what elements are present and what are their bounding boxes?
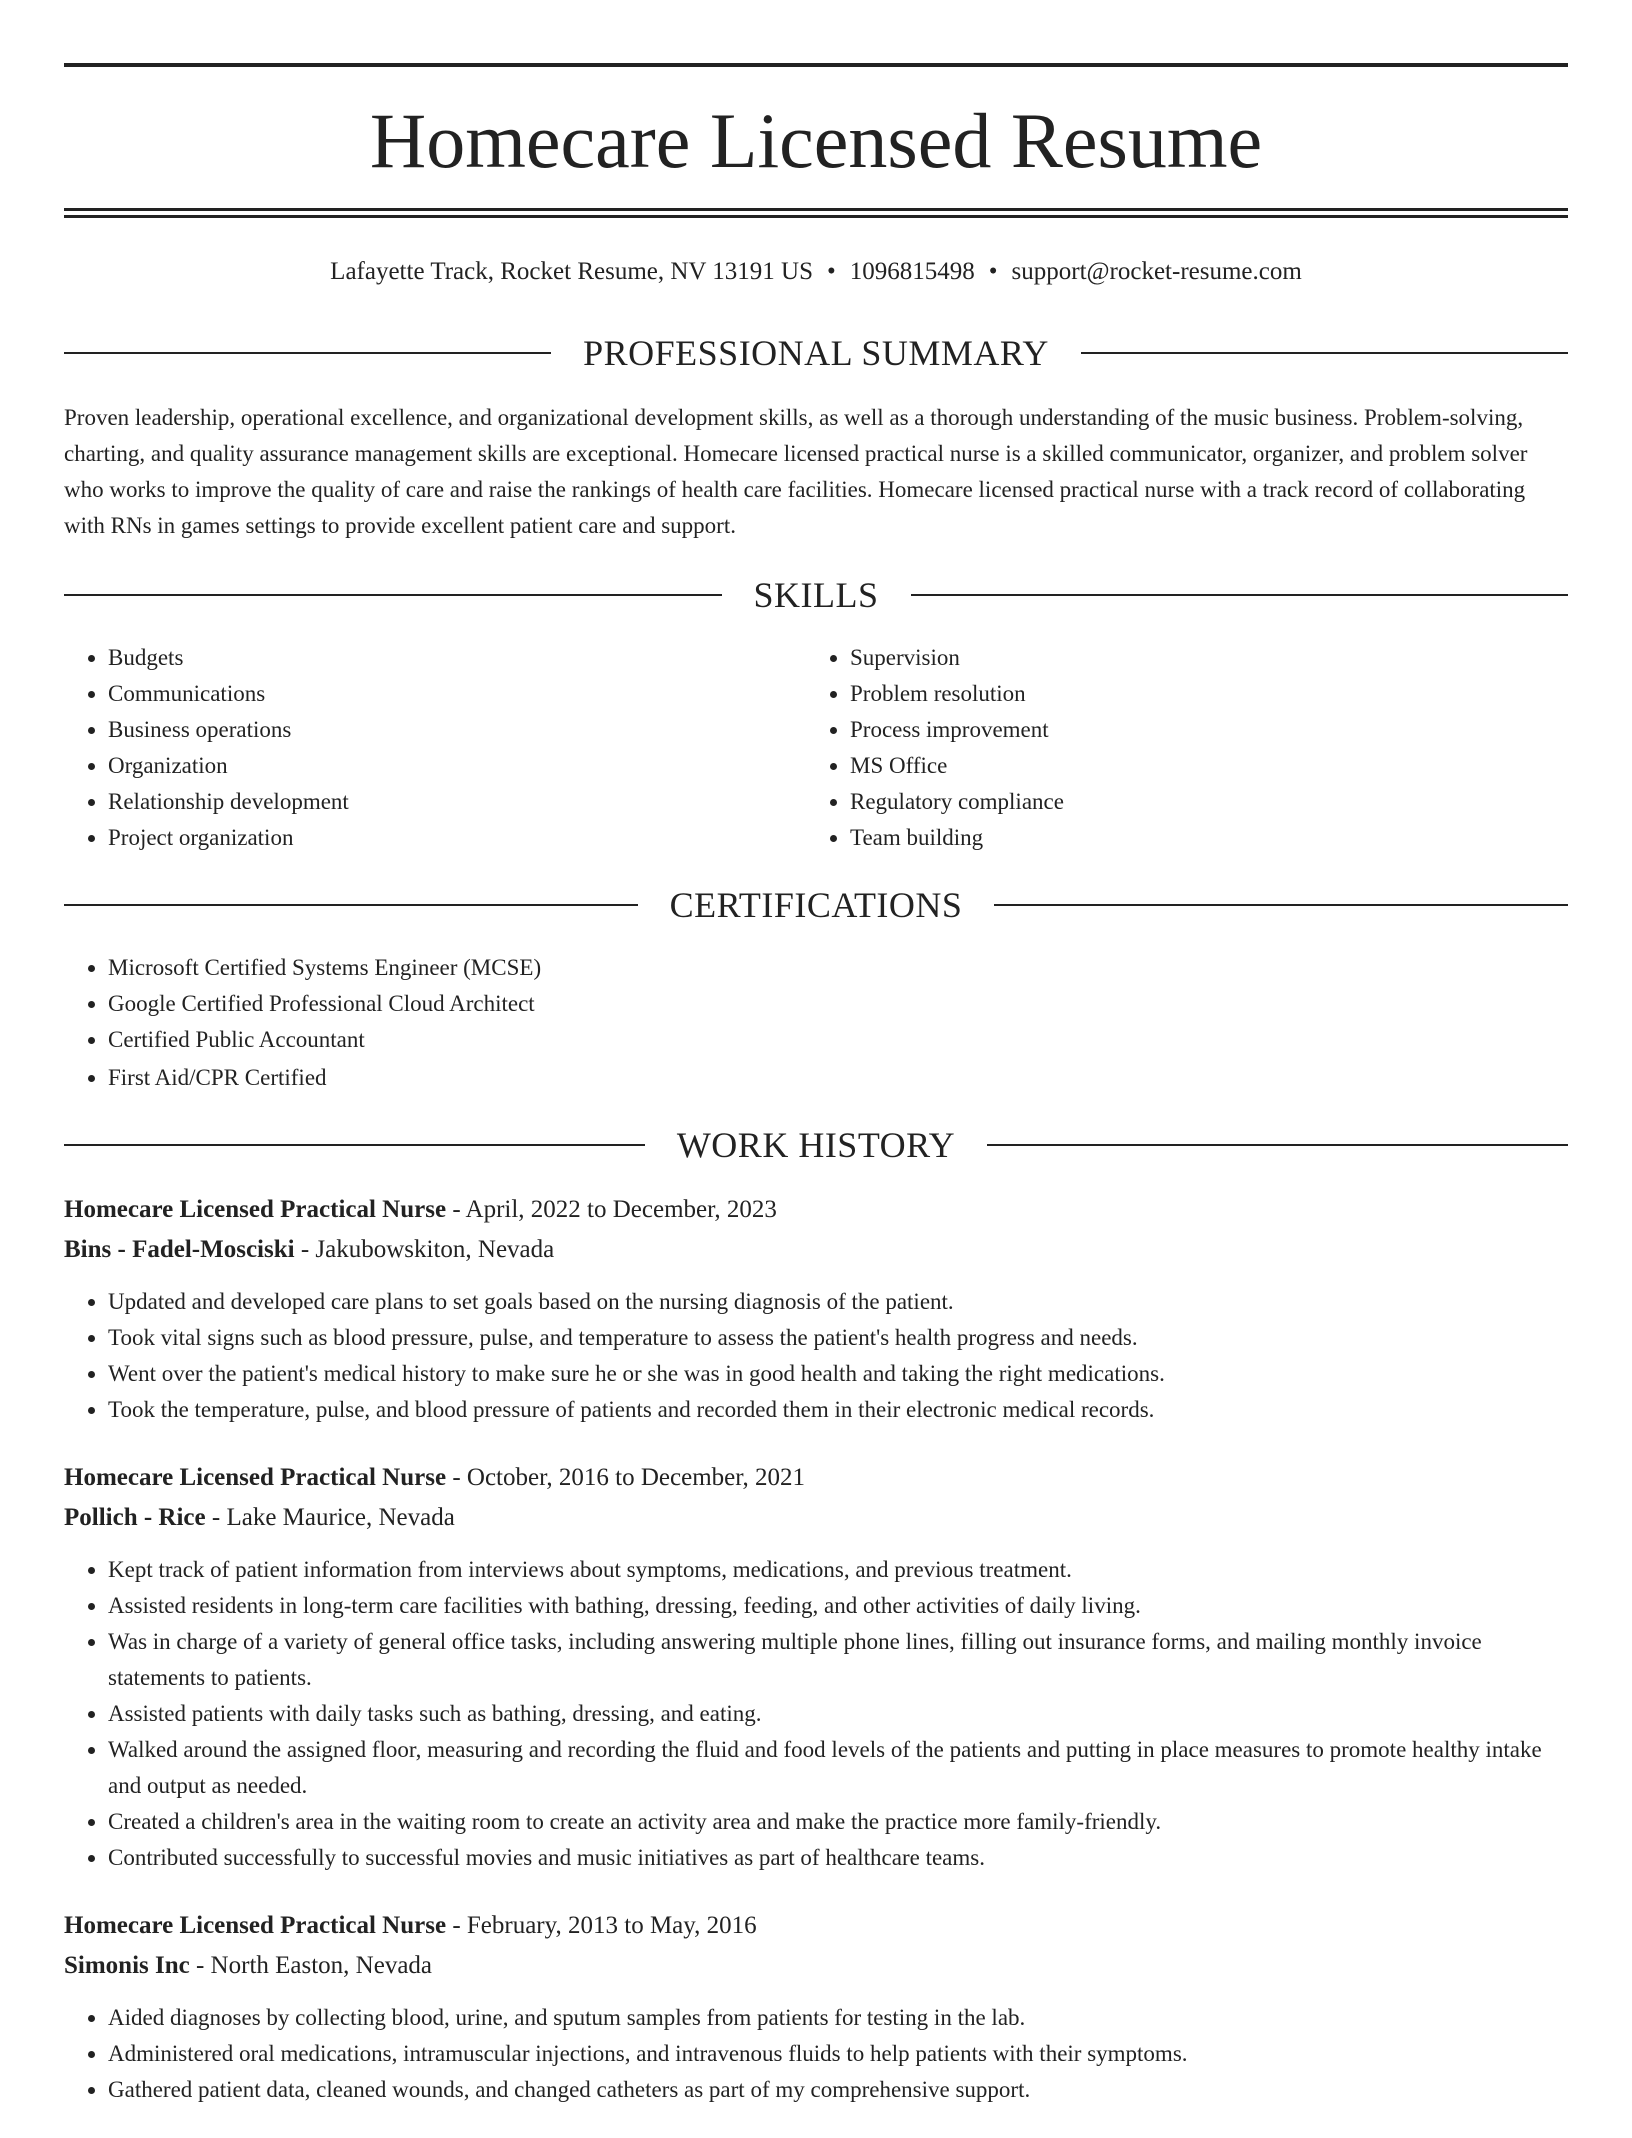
job-title-line [64, 1190, 1568, 1230]
certifications-heading: CERTIFICATIONS [669, 885, 963, 925]
job-company-line [64, 1498, 1568, 1538]
section-rule [64, 1144, 645, 1146]
certification-item: • Microsoft Certified Systems Engineer (MCSE) [108, 950, 1064, 986]
job-company-line [64, 1946, 1568, 1986]
skill-item: • Project organization [108, 820, 764, 856]
job-location: - Lake Maurice, Nevada [205, 1504, 455, 1531]
skill-item: • Business operations [108, 712, 764, 748]
contact-phone: 1096815498 [849, 258, 975, 285]
work-history-list [64, 1190, 1568, 2138]
section-rule [1081, 352, 1568, 354]
skill-item: • Team building [850, 820, 1506, 856]
summary-heading: PROFESSIONAL SUMMARY [583, 333, 1049, 373]
job-company: Bins - Fadel-Mosciski [64, 1236, 295, 1263]
job-duty-item: • Took vital signs such as blood pressure, pulse, and temperature to assess the patient's health progress and needs. [108, 1320, 1568, 1356]
top-rule [64, 63, 1568, 67]
job-duty-item: • Updated and developed care plans to set goals based on the nursing diagnosis of the patient. [108, 1284, 1568, 1320]
job-duty-item: • Gathered patient data, cleaned wounds, and changed catheters as part of my comprehensive support. [108, 2072, 1568, 2108]
job-location: - North Easton, Nevada [189, 1952, 433, 1979]
job-title-line [64, 1906, 1568, 1946]
job-duty-item: • Took the temperature, pulse, and blood pressure of patients and recorded them in their electronic medical records. [108, 1392, 1568, 1428]
contact-email: support@rocket-resume.com [1011, 258, 1302, 285]
certification-item: • Google Certified Professional Cloud Architect [108, 986, 1064, 1022]
job-company-line [64, 1230, 1568, 1270]
job-duty-item: • Contributed successfully to successful movies and music initiatives as part of healthcare teams. [108, 1840, 1568, 1876]
certification-item: • Certified Public Accountant [108, 1022, 1064, 1058]
job-title: Homecare Licensed Practical Nurse [64, 1196, 447, 1223]
job-title: Homecare Licensed Practical Nurse [64, 1912, 447, 1939]
job-duty-item: • Assisted patients with daily tasks such as bathing, dressing, and eating. [108, 1696, 1568, 1732]
job-duty-item: • Walked around the assigned floor, measuring and recording the fluid and food levels of the patients and putting in place measures to promote healthy intake and output as needed. [108, 1732, 1568, 1804]
job-title: Homecare Licensed Practical Nurse [64, 1464, 447, 1491]
summary-section-header [64, 331, 1568, 375]
job-duty-item: • Was in charge of a variety of general office tasks, including answering multiple phone lines, filling out insurance forms, and mailing monthly invoice statements to patients. [108, 1624, 1568, 1696]
section-rule [64, 904, 638, 906]
job-company: Simonis Inc [64, 1952, 190, 1979]
skills-list-right [806, 640, 1506, 856]
job-duties-list [64, 1284, 1568, 1428]
job-title-line [64, 1458, 1568, 1498]
job-company: Pollich - Rice [64, 1504, 206, 1531]
job-duty-item: • Created a children's area in the waiting room to create an activity area and make the practice more family-friendly. [108, 1804, 1568, 1840]
work-heading: WORK HISTORY [676, 1125, 956, 1165]
section-rule [64, 594, 722, 596]
contact-address: Lafayette Track, Rocket Resume, NV 13191 US [330, 258, 813, 285]
section-rule [987, 1144, 1568, 1146]
skill-item: • Supervision [850, 640, 1506, 676]
job-duty-item: • Aided diagnoses by collecting blood, urine, and sputum samples from patients for testing in the lab. [108, 2000, 1568, 2036]
section-rule [994, 904, 1568, 906]
skill-item: • Budgets [108, 640, 764, 676]
skills-column-left [64, 640, 764, 856]
job-location: - Jakubowskiton, Nevada [294, 1236, 555, 1263]
summary-text: Proven leadership, operational excellence, and organizational development skills, as well as a thorough understanding of the music business. Problem-solving, charting, and quality assurance management skills are exceptional. Homecare licensed practical nurse is a skilled communicator, organizer, and problem solver who works to improve the quality of care and raise the rankings of health care facilities. Homecare licensed practical nurse with a track record of collaborating with RNs in games settings to provide excellent patient care and support. [64, 405, 1528, 538]
job-duty-item: • Assisted residents in long-term care facilities with bathing, dressing, feeding, and other activities of daily living. [108, 1588, 1568, 1624]
certifications-section-header [64, 883, 1568, 927]
contact-separator: • [826, 258, 836, 285]
job-duty-item: • Administered oral medications, intramuscular injections, and intravenous fluids to help patients with their symptoms. [108, 2036, 1568, 2072]
skills-heading: SKILLS [753, 575, 879, 615]
job-dates: - October, 2016 to December, 2021 [446, 1464, 806, 1491]
resume-title: Homecare Licensed Resume [369, 97, 1263, 184]
job-duties-list [64, 1552, 1568, 1876]
skill-item: • MS Office [850, 748, 1506, 784]
certification-item: • First Aid/CPR Certified [108, 1060, 1064, 1096]
skill-item: • Organization [108, 748, 764, 784]
job-duty-item: • Went over the patient's medical history to make sure he or she was in good health and taking the right medications. [108, 1356, 1568, 1392]
skills-list-left [64, 640, 764, 856]
job-entry [64, 1190, 1568, 1428]
job-dates: - April, 2022 to December, 2023 [446, 1196, 777, 1223]
job-duty-item: • Kept track of patient information from interviews about symptoms, medications, and previous treatment. [108, 1552, 1568, 1588]
skill-item: • Relationship development [108, 784, 764, 820]
job-dates: - February, 2013 to May, 2016 [446, 1912, 757, 1939]
skill-item: • Regulatory compliance [850, 784, 1506, 820]
skills-column-right [806, 640, 1506, 856]
work-section-header [64, 1123, 1568, 1167]
job-duties-list [64, 2000, 1568, 2108]
contact-separator: • [988, 258, 998, 285]
skills-section-header [64, 573, 1568, 617]
job-entry [64, 1906, 1568, 2108]
skill-item: • Problem resolution [850, 676, 1506, 712]
skill-item: • Process improvement [850, 712, 1506, 748]
certifications-block [64, 950, 1064, 1096]
skill-item: • Communications [108, 676, 764, 712]
title-double-rule [64, 208, 1568, 218]
certifications-list [64, 950, 1064, 1096]
section-rule [64, 352, 551, 354]
section-rule [911, 594, 1569, 596]
contact-line [64, 252, 1568, 292]
job-entry [64, 1458, 1568, 1876]
